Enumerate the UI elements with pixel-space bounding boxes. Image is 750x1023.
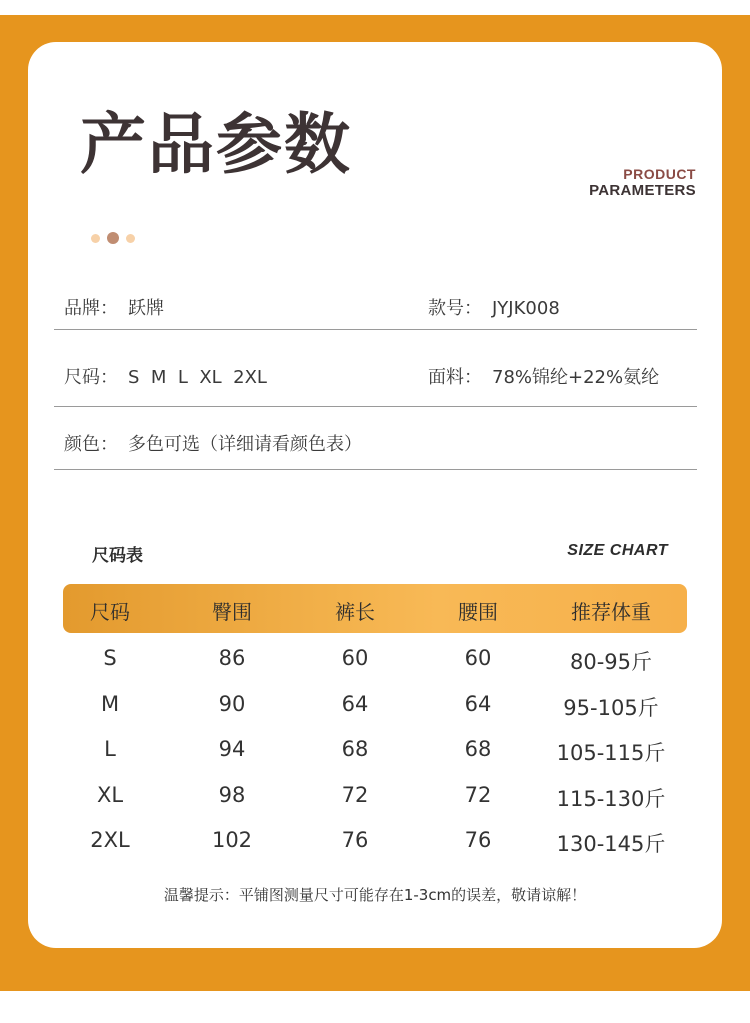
size-chart-label: 尺码表 xyxy=(92,546,143,566)
subtitle-product: PRODUCT xyxy=(623,166,696,182)
size-chart-label-en: SIZE CHART xyxy=(567,542,668,559)
cell-hip: 90 xyxy=(218,692,246,716)
color-info xyxy=(64,430,362,456)
page-title: 产品参数 xyxy=(80,106,352,183)
brand-value: 跃牌 xyxy=(128,298,164,319)
model-value: JYJK008 xyxy=(492,298,560,319)
cell-length: 68 xyxy=(341,737,369,761)
model-info xyxy=(428,294,560,320)
size-table-header xyxy=(63,584,687,633)
header-size: 尺码 xyxy=(90,600,130,624)
cell-weight: 130-145斤 xyxy=(556,832,666,856)
cell-size: 2XL xyxy=(90,828,130,852)
cell-weight: 95-105斤 xyxy=(563,696,659,720)
header-weight: 推荐体重 xyxy=(571,600,651,624)
header-waist: 腰围 xyxy=(458,600,498,624)
size-value: S M L XL 2XL xyxy=(128,367,267,388)
cell-waist: 72 xyxy=(464,783,492,807)
cell-waist: 68 xyxy=(464,737,492,761)
cell-hip: 102 xyxy=(211,828,253,852)
size-label: 尺码： xyxy=(64,367,118,388)
divider-2 xyxy=(54,406,697,407)
divider-3 xyxy=(54,469,697,470)
cell-hip: 94 xyxy=(218,737,246,761)
cell-weight: 105-115斤 xyxy=(556,741,666,765)
decor-dot-1 xyxy=(91,234,100,243)
decor-dot-2 xyxy=(107,232,119,244)
model-label: 款号： xyxy=(428,298,482,319)
cell-weight: 80-95斤 xyxy=(569,650,653,674)
cell-hip: 98 xyxy=(218,783,246,807)
color-label: 颜色： xyxy=(64,434,118,455)
cell-waist: 60 xyxy=(464,646,492,670)
size-info xyxy=(64,363,267,389)
cell-weight: 115-130斤 xyxy=(556,787,666,811)
cell-length: 60 xyxy=(341,646,369,670)
cell-length: 72 xyxy=(341,783,369,807)
cell-waist: 76 xyxy=(464,828,492,852)
header-hip: 臀围 xyxy=(212,600,252,624)
cell-hip: 86 xyxy=(218,646,246,670)
color-value: 多色可选（详细请看颜色表） xyxy=(128,434,362,455)
footer-note: 温馨提示：平铺图测量尺寸可能存在1-3cm的误差，敬请谅解！ xyxy=(163,886,587,904)
cell-size: XL xyxy=(96,783,124,807)
subtitle-parameters: PARAMETERS xyxy=(589,182,696,199)
divider-1 xyxy=(54,329,697,330)
fabric-info xyxy=(428,363,659,389)
cell-waist: 64 xyxy=(464,692,492,716)
cell-size: L xyxy=(104,737,116,761)
fabric-value: 78%锦纶+22%氨纶 xyxy=(492,367,660,388)
decor-dot-3 xyxy=(126,234,135,243)
header-length: 裤长 xyxy=(335,600,375,624)
cell-length: 76 xyxy=(341,828,369,852)
brand-info xyxy=(64,294,164,320)
fabric-label: 面料： xyxy=(428,367,482,388)
brand-label: 品牌： xyxy=(64,298,118,319)
cell-length: 64 xyxy=(341,692,369,716)
cell-size: S xyxy=(103,646,117,670)
cell-size: M xyxy=(100,692,120,716)
